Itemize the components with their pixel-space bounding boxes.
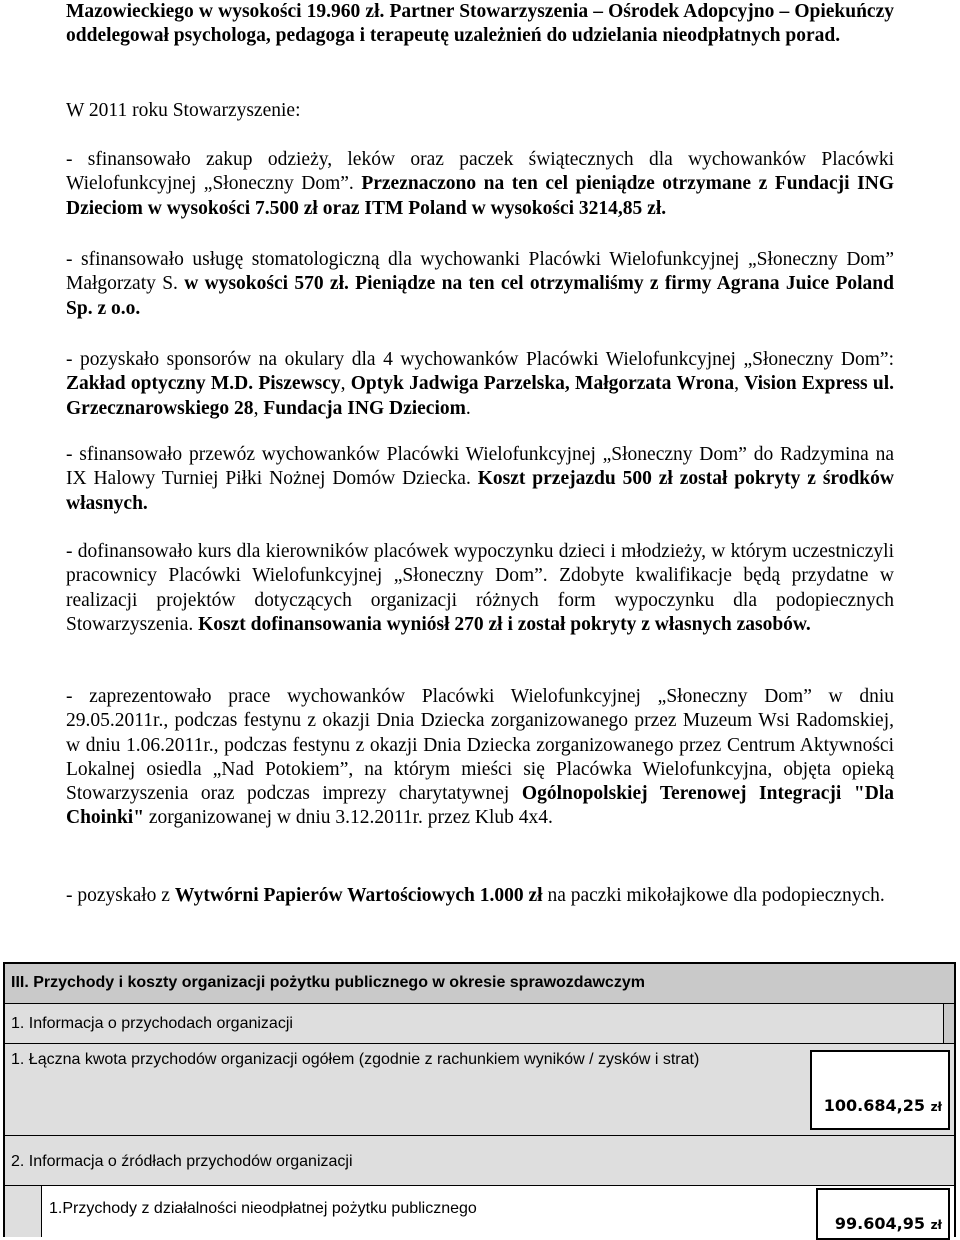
paragraph-span: Wytwórni Papierów Wartościowych 1.000 zł [174,885,543,906]
paragraph-span: . [465,397,471,419]
paragraph-span: - sfinansowało zakup odzieży, leków oraz paczek świątecznych dla wychowanków Placówki Wielofunkcyjnej „Słoneczny Dom”. [66,149,894,195]
total-income-amount: 100.684,25 zł [823,1096,942,1115]
paragraph-span: , [253,397,264,419]
income-sources-title: 2. Informacja o źródłach przychodów organizacji [11,1153,353,1170]
paragraph-5 [66,348,894,421]
paragraph-2 [66,99,894,123]
paragraph-span: na paczki mikołajkowe dla podopiecznych. [542,885,885,906]
free-activity-label: 1.Przychody z działalności nieodpłatnej pożytku publicznego [49,1200,477,1217]
paragraph-9 [66,884,894,908]
paragraph-span: Fundacja ING Dzieciom [263,397,466,419]
paragraph-span: Vision Express ul. Grzecznarowskiego 28 [66,373,894,419]
paragraph-span: - sfinansowało usługę stomatologiczną dla wychowanki Placówki Wielofunkcyjnej „Słoneczny Dom” Małgorzaty S. [66,249,894,295]
paragraph-span: Przeznaczono na ten cel pieniądze otrzymane z Fundacji ING Dzieciom w wysokości 7.500 zł oraz ITM Poland w wysokości 3214,85 zł. [66,173,894,219]
paragraph-span: - pozyskało sponsorów na okulary dla 4 wychowanków Placówki Wielofunkcyjnej „Słoneczny Dom”: [66,349,894,370]
free-activity-row [3,1186,956,1237]
total-income-row [3,1044,956,1136]
paragraph-span: w wysokości 570 zł. Pieniądze na ten cel otrzymaliśmy z firmy Agrana Juice Poland Sp. z o.o. [66,273,894,319]
paragraph-3 [66,148,894,221]
paragraph-span: Mazowieckiego w wysokości 19.960 zł. Partner Stowarzyszenia – Ośrodek Adopcyjno – Opiekuńczy oddelegował psychologa, pedagoga i terapeutę uzależnień do udzielania nieodpłatnych porad. [66,1,894,47]
income-table [3,962,956,1237]
paragraph-6 [66,443,894,516]
income-sources-row [3,1136,956,1186]
free-activity-box [816,1188,950,1240]
section-header [3,962,956,1004]
paragraph-span: Zakład optyczny M.D. Piszewscy [66,373,341,395]
income-info-row [3,1004,956,1044]
paragraph-span: , [734,373,745,395]
paragraph-span: Koszt przejazdu 500 zł został pokryty z środków własnych. [66,468,894,514]
paragraph-8 [66,685,894,831]
paragraph-span: , [340,373,351,395]
paragraph-span: - dofinansowało kurs dla kierowników placówek wypoczynku dzieci i młodzieży, w którym uczestniczyli pracownicy Placówki Wielofunkcyjnej „Słoneczny Dom”. Zdobyte kwalifikacje będą przydatne w realizacji projektów dotyczących organizacji różnych form wypoczynku dla podopiecznych Stowarzyszenia. [66,541,894,635]
paragraph-span: - pozyskało z [66,885,175,906]
row-edge [943,1004,954,1043]
total-income-label: 1. Łączna kwota przychodów organizacji ogółem (zgodnie z rachunkiem wyników / zysków i strat) [11,1051,700,1068]
paragraph-span: - zaprezentowało prace wychowanków Placówki Wielofunkcyjnej „Słoneczny Dom” w dniu 29.05.2011r., podczas festynu z okazji Dnia Dziecka zorganizowanego przez Muzeum Wsi Radomskiej, w dniu 1.06.2011r., podczas festynu z okazji Dnia Dziecka zorganizowanego przez Centrum Aktywności Lokalnej osiedla „Nad Potokiem”, na którym mieści się Placówka Wielofunkcyjna, objęta opieką Stowarzyszenia oraz podczas imprezy charytatywnej [66,686,894,805]
paragraph-4 [66,248,894,321]
paragraph-7 [66,540,894,637]
paragraph-1 [66,0,894,49]
section-title: III. Przychody i koszty organizacji pożytku publicznego w okresie sprawozdawczym [11,974,645,991]
paragraph-span: Ogólnopolskiej Terenowej Integracji "Dla Choinki" [66,783,894,829]
paragraph-span: W 2011 roku Stowarzyszenie: [66,100,301,121]
paragraph-span: Optyk Jadwiga Parzelska, Małgorzata Wrona [350,373,735,395]
free-activity-amount: 99.604,95 zł [834,1214,942,1233]
total-income-box [810,1050,950,1130]
paragraph-span: - sfinansowało przewóz wychowanków Placówki Wielofunkcyjnej „Słoneczny Dom” do Radzymina na IX Halowy Turniej Piłki Nożnej Domów Dziecka. [66,444,894,490]
income-info-title: 1. Informacja o przychodach organizacji [11,1015,293,1032]
paragraph-span: zorganizowanej w dniu 3.12.2011r. przez Klub 4x4. [144,807,553,829]
paragraph-span: Koszt dofinansowania wyniósł 270 zł i został pokryty z własnych zasobów. [198,613,811,635]
